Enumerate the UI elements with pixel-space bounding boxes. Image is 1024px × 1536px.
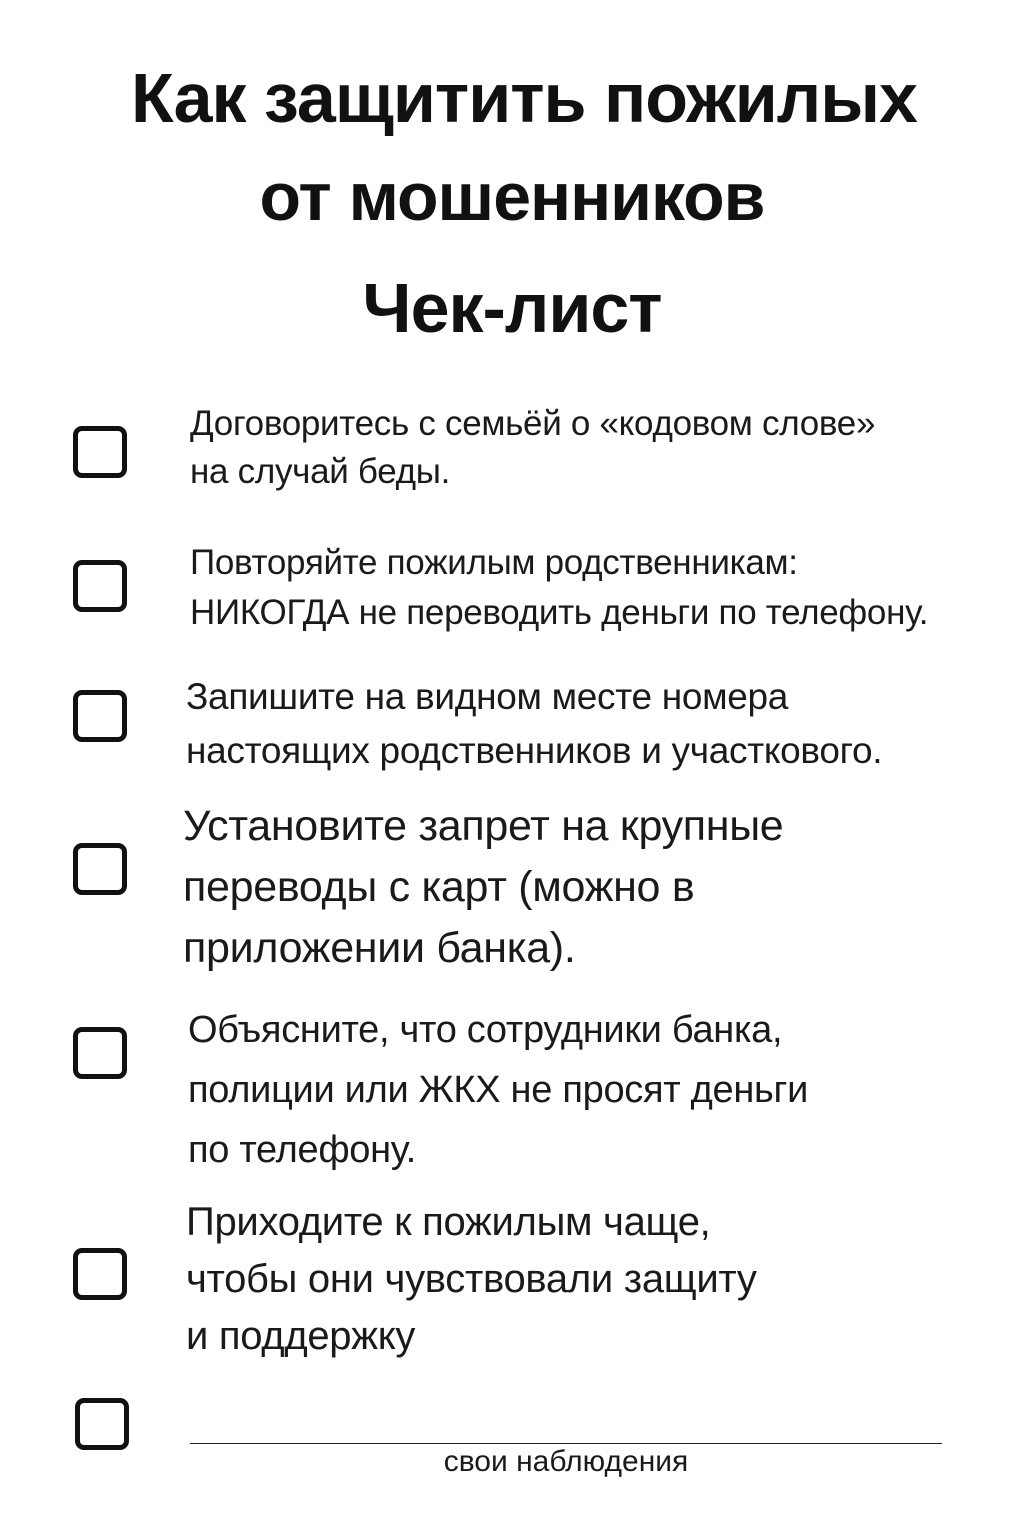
checklist-item-4-text: Установите запрет на крупные переводы с карт (можно в приложении банка). — [183, 802, 784, 972]
checkbox-item-3[interactable] — [73, 690, 127, 742]
checklist-item-3-text: Запишите на видном месте номера настоящих родственников и участкового. — [186, 676, 883, 771]
checkbox-item-5[interactable] — [73, 1027, 127, 1079]
checkbox-item-2[interactable] — [73, 560, 127, 612]
notes-input-line[interactable] — [190, 1443, 942, 1444]
checklist-item-6-text: Приходите к пожилым чаще, чтобы они чувствовали защиту и поддержку — [186, 1200, 757, 1358]
checklist-item-2-text: Повторяйте пожилым родственникам: НИКОГДА не переводить деньги по телефону. — [190, 543, 929, 632]
checkbox-item-1[interactable] — [73, 426, 127, 478]
checkbox-notes[interactable] — [75, 1398, 129, 1450]
page-title: Как защитить пожилых — [131, 59, 917, 137]
notes-caption: свои наблюдения — [443, 1445, 689, 1478]
page-title-continued: от мошенников — [259, 159, 765, 235]
page-subtitle: Чек-лист — [362, 269, 662, 347]
checklist-item-5-text: Объясните, что сотрудники банка, полиции или ЖКХ не просят деньги по телефону. — [188, 1009, 808, 1171]
checkbox-item-4[interactable] — [73, 843, 127, 895]
checkbox-item-6[interactable] — [73, 1248, 127, 1300]
checklist-item-1-text: Договоритесь с семьёй о «кодовом слове» на случай беды. — [190, 404, 876, 491]
